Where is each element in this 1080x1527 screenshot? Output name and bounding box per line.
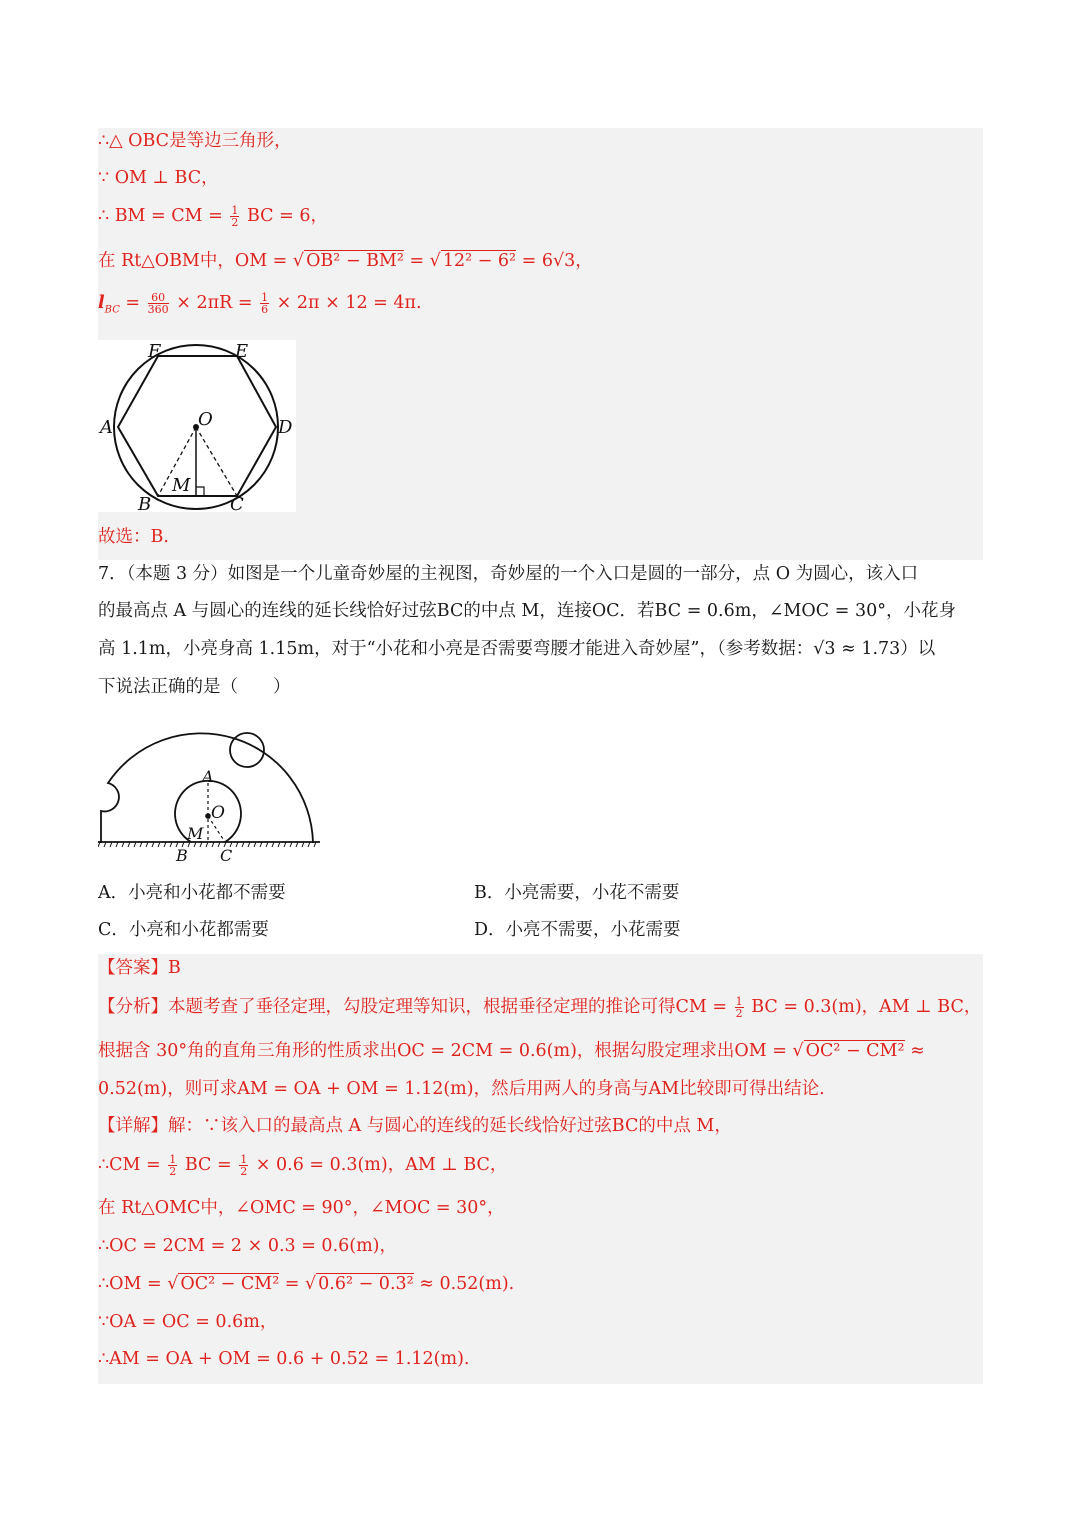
analysis-line-3: 0.52(m)，则可求AM = OA + OM = 1.12(m)，然后用两人的身高与AM比较即可得出结论. [98, 1079, 825, 1099]
question-line-1: 7．（本题 3 分）如图是一个儿童奇妙屋的主视图，奇妙屋的一个入口是圆的一部分，点 O 为圆心，该入口 [98, 564, 919, 584]
question-line-4: 下说法正确的是（ ） [98, 677, 291, 697]
label-A: A [100, 417, 113, 438]
label-C: C [230, 494, 244, 512]
option-b[interactable]: B．小亮需要，小花不需要 [474, 883, 680, 903]
right-angle-mark [196, 487, 204, 496]
house-outline [101, 733, 313, 843]
answer-line: 【答案】B [98, 958, 181, 978]
solution-line-4: 在 Rt△OBM中，OM = √ OB² − BM² = √ 12² − 6² = 6√3， [98, 251, 593, 271]
house-label-O: O [211, 803, 225, 823]
option-d[interactable]: D．小亮不需要，小花需要 [474, 920, 681, 940]
detail-line-1: 【详解】解：∵该入口的最高点 A 与圆心的连线的延长线恰好过弦BC的中点 M， [98, 1116, 732, 1136]
detail-line-6: ∵OA = OC = 0.6m， [98, 1312, 278, 1332]
analysis-line-2: 根据含 30°角的直角三角形的性质求出OC = 2CM = 0.6(m)，根据勾股定理求出OM = √ OC² − CM² ≈ [98, 1041, 925, 1061]
label-E: E [235, 341, 249, 362]
question-line-2: 的最高点 A 与圆心的连线的延长线恰好过弦BC的中点 M，连接OC．若BC = 0.6m，∠MOC = 30°，小花身 [98, 601, 956, 621]
solution-line-1: ∴△ OBC是等边三角形， [98, 131, 292, 151]
house-figure [98, 708, 322, 868]
option-a[interactable]: A．小亮和小花都不需要 [98, 883, 286, 903]
house-label-M: M [187, 824, 204, 843]
hexagon-figure [98, 340, 296, 512]
label-F: F [148, 341, 161, 362]
analysis-line-1: 【分析】本题考查了垂径定理，勾股定理等知识，根据垂径定理的推论可得CM = $\frac{1}{2}$ BC = 0.3(m)，AM ⊥ BC， [98, 995, 982, 1020]
detail-line-3: 在 Rt△OMC中，∠OMC = 90°，∠MOC = 30°， [98, 1198, 505, 1218]
option-c[interactable]: C．小亮和小花都需要 [98, 920, 269, 940]
house-label-A: A [202, 767, 214, 786]
detail-line-7: ∴AM = OA + OM = 0.6 + 0.52 = 1.12(m). [98, 1349, 470, 1369]
solution-line-5: $l_{BC}$ = $\frac{60}{360}$ × 2πR = $\frac{1}{6}$ × 2π × 12 = 4π. [98, 291, 422, 316]
label-O: O [198, 409, 213, 430]
solution-line-2: ∵ OM ⊥ BC， [98, 168, 219, 188]
label-M: M [172, 475, 191, 496]
label-D: D [278, 417, 293, 438]
question-line-3: 高 1.1m，小亮身高 1.15m，对于“小花和小亮是否需要弯腰才能进入奇妙屋”，（参考数据：√3 ≈ 1.73）以 [98, 639, 936, 659]
house-label-B: B [176, 846, 188, 865]
detail-line-4: ∴OC = 2CM = 2 × 0.3 = 0.6(m)， [98, 1236, 398, 1256]
label-B: B [138, 494, 152, 512]
solution-line-3: ∴ BM = CM = $\frac{1}{2}$ BC = 6， [98, 204, 328, 229]
solution-answer: 故选：B. [98, 527, 169, 547]
detail-line-2: ∴CM = $\frac{1}{2}$ BC = $\frac{1}{2}$ × 0.6 = 0.3(m)，AM ⊥ BC， [98, 1153, 508, 1178]
segment-OC [196, 427, 237, 496]
house-label-C: C [220, 846, 233, 865]
detail-line-5: ∴OM = √ OC² − CM² = √ 0.6² − 0.3² ≈ 0.52(m). [98, 1274, 515, 1294]
house-center-point [205, 813, 211, 819]
